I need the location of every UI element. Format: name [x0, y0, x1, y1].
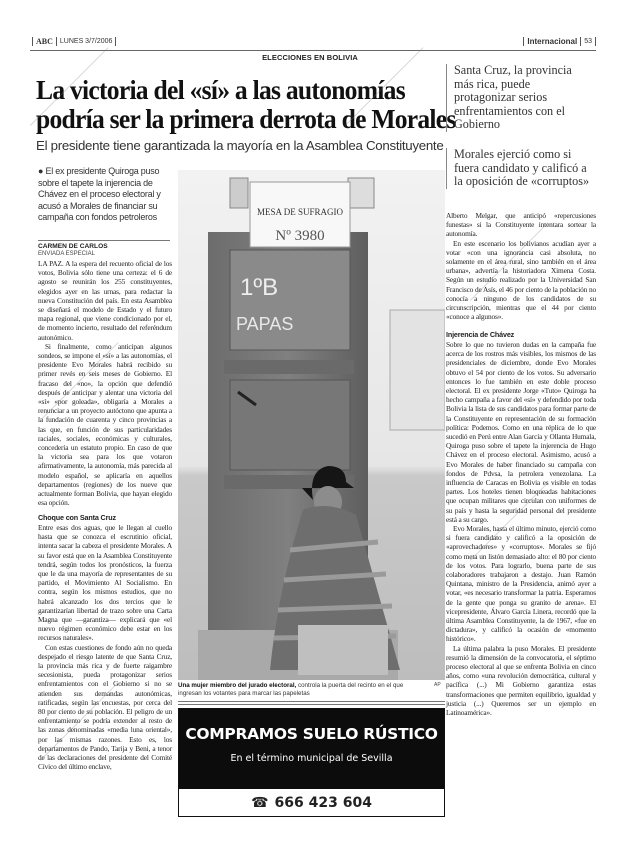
paragraph: La última palabra la puso Morales. El presidente resumió la dimensión de la convocatoria, el séptimo proceso electoral al que se enfrenta Bolivia en cinco años, como «una revolución democrática, cultural y pacífica (...) Mi Gobierno garantiza estas transformaciones que permiten equilibrio, igualdad y justicia (...) Queremos ser un ejemplo en Latinoamérica». [446, 643, 596, 718]
chalk-text-2: PAPAS [236, 314, 294, 334]
paragraph: Alberto Melgar, que anticipó «repercusiones funestas» si la Constituyente intentara sortear la autonomía. [446, 211, 596, 239]
issue-date: LUNES 3/7/2006 [59, 38, 113, 45]
subhead: Injerencia de Chávez [446, 330, 515, 340]
paragraph: Evo Morales, hasta el último minuto, ejerció como si fuera candidato y calificó a la oposición de «aprovechadores» y «corruptos». Morales se fijó como meta un listón demasiado alto: el 80 por ciento de los votos. Para lograrlo, buena parte de sus colaboradores trabajaron a destajo. Juan Ramón Quintana, ministro de la Presidencia, animó ayer a votar, «es necesario transformar la patria. Esperamos de la gente que ponga su granito de arena». El vicepresidente, Álvaro García Linera, recordó que la última Asamblea Constituyente, la de 1967, «fue en dictadura», y calificó la ocasión de «momento histórico». [446, 524, 596, 644]
sign-title: MESA DE SUFRAGIO [256, 207, 344, 217]
paragraph: Sobre lo que no tuvieron dudas en la campaña fue acerca de los rostros más visibles, los mismos de las presidenciales de diciembre, donde Evo Morales obtuvo el 54 por ciento de los votos. Su adversario entonces lo fue también en este doble proceso electoral. El ex presidente Jorge «Tuto» Quiroga ha hecho campaña a favor del «sí» y defendido por toda Bolivia la lista de sus candidatos para formar parte de la Constituyente en representación de su formación política: Podemos. Como en una réplica de lo que sucedió en Perú entre Alan García y Ollanta Humala, Quiroga puso sobre el tapete la injerencia de Hugo Chávez en el proceso electoral. Asimismo, acusó a Evo Morales de haber financiado su campaña con fondos de Pdvsa, la petrolera venezolana. La influencia de Caracas en Bolivia es visible en todas partes. Los hoteles tienen bloqueadas habitaciones que ocupan militares que circulan con uniformes de su país y hasta la seguridad personal del presidente está a su cargo. [446, 339, 596, 524]
subheadline: El presidente tiene garantizada la mayoría en la Asamblea Constituyente [36, 138, 444, 153]
photo-caption [178, 682, 426, 697]
poster [390, 310, 445, 430]
page-header-right [523, 37, 596, 46]
photo-credit: AP [434, 682, 441, 688]
section-name: Internacional [527, 37, 578, 46]
paragraph: LA PAZ. A la espera del recuento oficial de los votos, Bolivia sólo tiene una certeza: el 6 de agosto se reunirán los 255 constituyentes, elegidos ayer en las urnas, para redactar la nueva Constitución del país. En esta Asamblea se diseñará el modelo de Estado y el futuro mapa regional, que viene condicionado por el, de momento incierto, resultado del referéndum autonómico. [38, 259, 172, 342]
byline-author: CARMEN DE CARLOS [38, 243, 108, 250]
divider [32, 37, 33, 46]
divider [523, 37, 524, 46]
subhead: Choque con Santa Cruz [38, 513, 116, 523]
photo-polling-station [178, 170, 445, 680]
article-column-right [446, 211, 596, 717]
ad-subline: En el término municipal de Sevilla [230, 753, 393, 764]
byline-role: ENVIADA ESPECIAL [38, 251, 96, 257]
summary-text: El ex presidente Quiroga puso sobre el tapete la injerencia de Chávez en el proceso electoral y acusó a Morales de financiar su campaña con fondos petroleros [38, 166, 161, 222]
divider [595, 37, 596, 46]
paragraph: Si finalmente, como anticipan algunos sondeos, se impone el «sí» a las autonomías, el presidente Evo Morales habrá recibido su primer revés en seis meses de Gobierno. El fracaso del «no», la opción que defendió después de anticipar y alentar una victoria del «sí» «por goleada», obligaría a Morales a renunciar a un proyecto autóctono que apunta a la fundación de cuarenta y cinco provincias a las que, en función de sus particularidades raciales, sociales, económicas y culturales, concedería un estatuto propio. En caso de que la victoria sea para los que votaron afirmativamente, la autonomía, más parecida al modelo español, se aplicaría en aquellos departamentos (regiones) de los nueve que actualmente forman Bolivia, que hayan elegido esa opción. [38, 341, 172, 508]
paragraph: Con estas cuestiones de fondo aún no queda despejado el riesgo latente de que Santa Cruz, la provincia más rica y de fuerte raigambre secesionista, pueda protagonizar serios enfrentamientos con el Gobierno si no se atienden sus demandas autonómicas, ratificadas, según las encuestas, por cerca del 80 por ciento de su población. El peligro de un enfrentamiento se podría extender al resto de las zonas denominadas «media luna oriental», por las mismas razones. Esto es, los departamentos de Pando, Tarija y Beni, a tenor de las declaraciones del presidente del Comité Cívico del último enclave, [38, 642, 172, 772]
pull-quote-1: Santa Cruz, la provincia más rica, puede protagonizar serios enfrentamientos con el Gobierno [446, 64, 594, 132]
headline-line-2: podría ser la primera derrota de Morales [36, 103, 456, 134]
page-number: 53 [584, 38, 592, 45]
sign-number: Nº 3980 [275, 228, 325, 244]
page-header-left [32, 37, 116, 46]
caption-lead: Una mujer miembro del jurado electoral, [178, 682, 297, 689]
divider [56, 37, 57, 46]
chalk-text-1: 1ºB [240, 274, 279, 301]
ad-phone: 666 423 604 [274, 794, 372, 811]
divider [178, 701, 445, 702]
caption-text: controla la puerta del recinto en el que ingresan los votantes para marcar las papeletas [178, 682, 404, 697]
summary-rule [38, 240, 170, 241]
ad-banner [179, 709, 444, 789]
bullet-icon: ● [38, 166, 44, 176]
divider [580, 37, 581, 46]
summary [38, 166, 172, 224]
divider [115, 37, 116, 46]
paragraph: Entre esas dos aguas, que le llegan al cuello hasta que se conozca el escrutinio oficial, intenta sacar la cabeza el presidente Morales. A su favor está que en la Asamblea Constituyente tendrá, según todos los pronósticos, la fuerza que le da una mayoría de representantes de su partido, el Movimiento Al Socialismo. En contra, según los mismos estudios, que no habrá alcanzado los dos tercios que le garantizarían libertad de trazo sobre una Carta Magna que —garantiza— explicará que «el nuevo régimen económico debe estar en los recursos naturales». [38, 522, 172, 643]
section-label: ELECCIONES EN BOLIVIA [262, 53, 358, 62]
pull-quote-2: Morales ejerció como si fuera candidato y calificó a la oposición de «corruptos» [446, 148, 594, 189]
paragraph: En este escenario los bolivianos acudían ayer a votar «con una ignorancia casi absoluta, no solamente en el área rural, sino también en el área urbana», advertía la historiadora Ximena Costa. Según un estudio realizado por la Universidad San Francisco de Asís, el 46 por ciento de la población no conocía a ninguno de los candidatos de su circunscripción, mientras que el 44 por ciento «conoce a algunos». [446, 238, 596, 322]
classified-ad [178, 708, 445, 817]
ad-contact [179, 789, 444, 816]
header-rule [30, 50, 596, 51]
divider [178, 704, 445, 705]
telephone-icon: ☎ [251, 794, 269, 811]
ad-headline: COMPRAMOS SUELO RÚSTICO [185, 725, 438, 743]
newspaper-logo: ABC [36, 37, 53, 46]
headline-line-1: La victoria del «sí» a las autonomías [36, 74, 405, 105]
